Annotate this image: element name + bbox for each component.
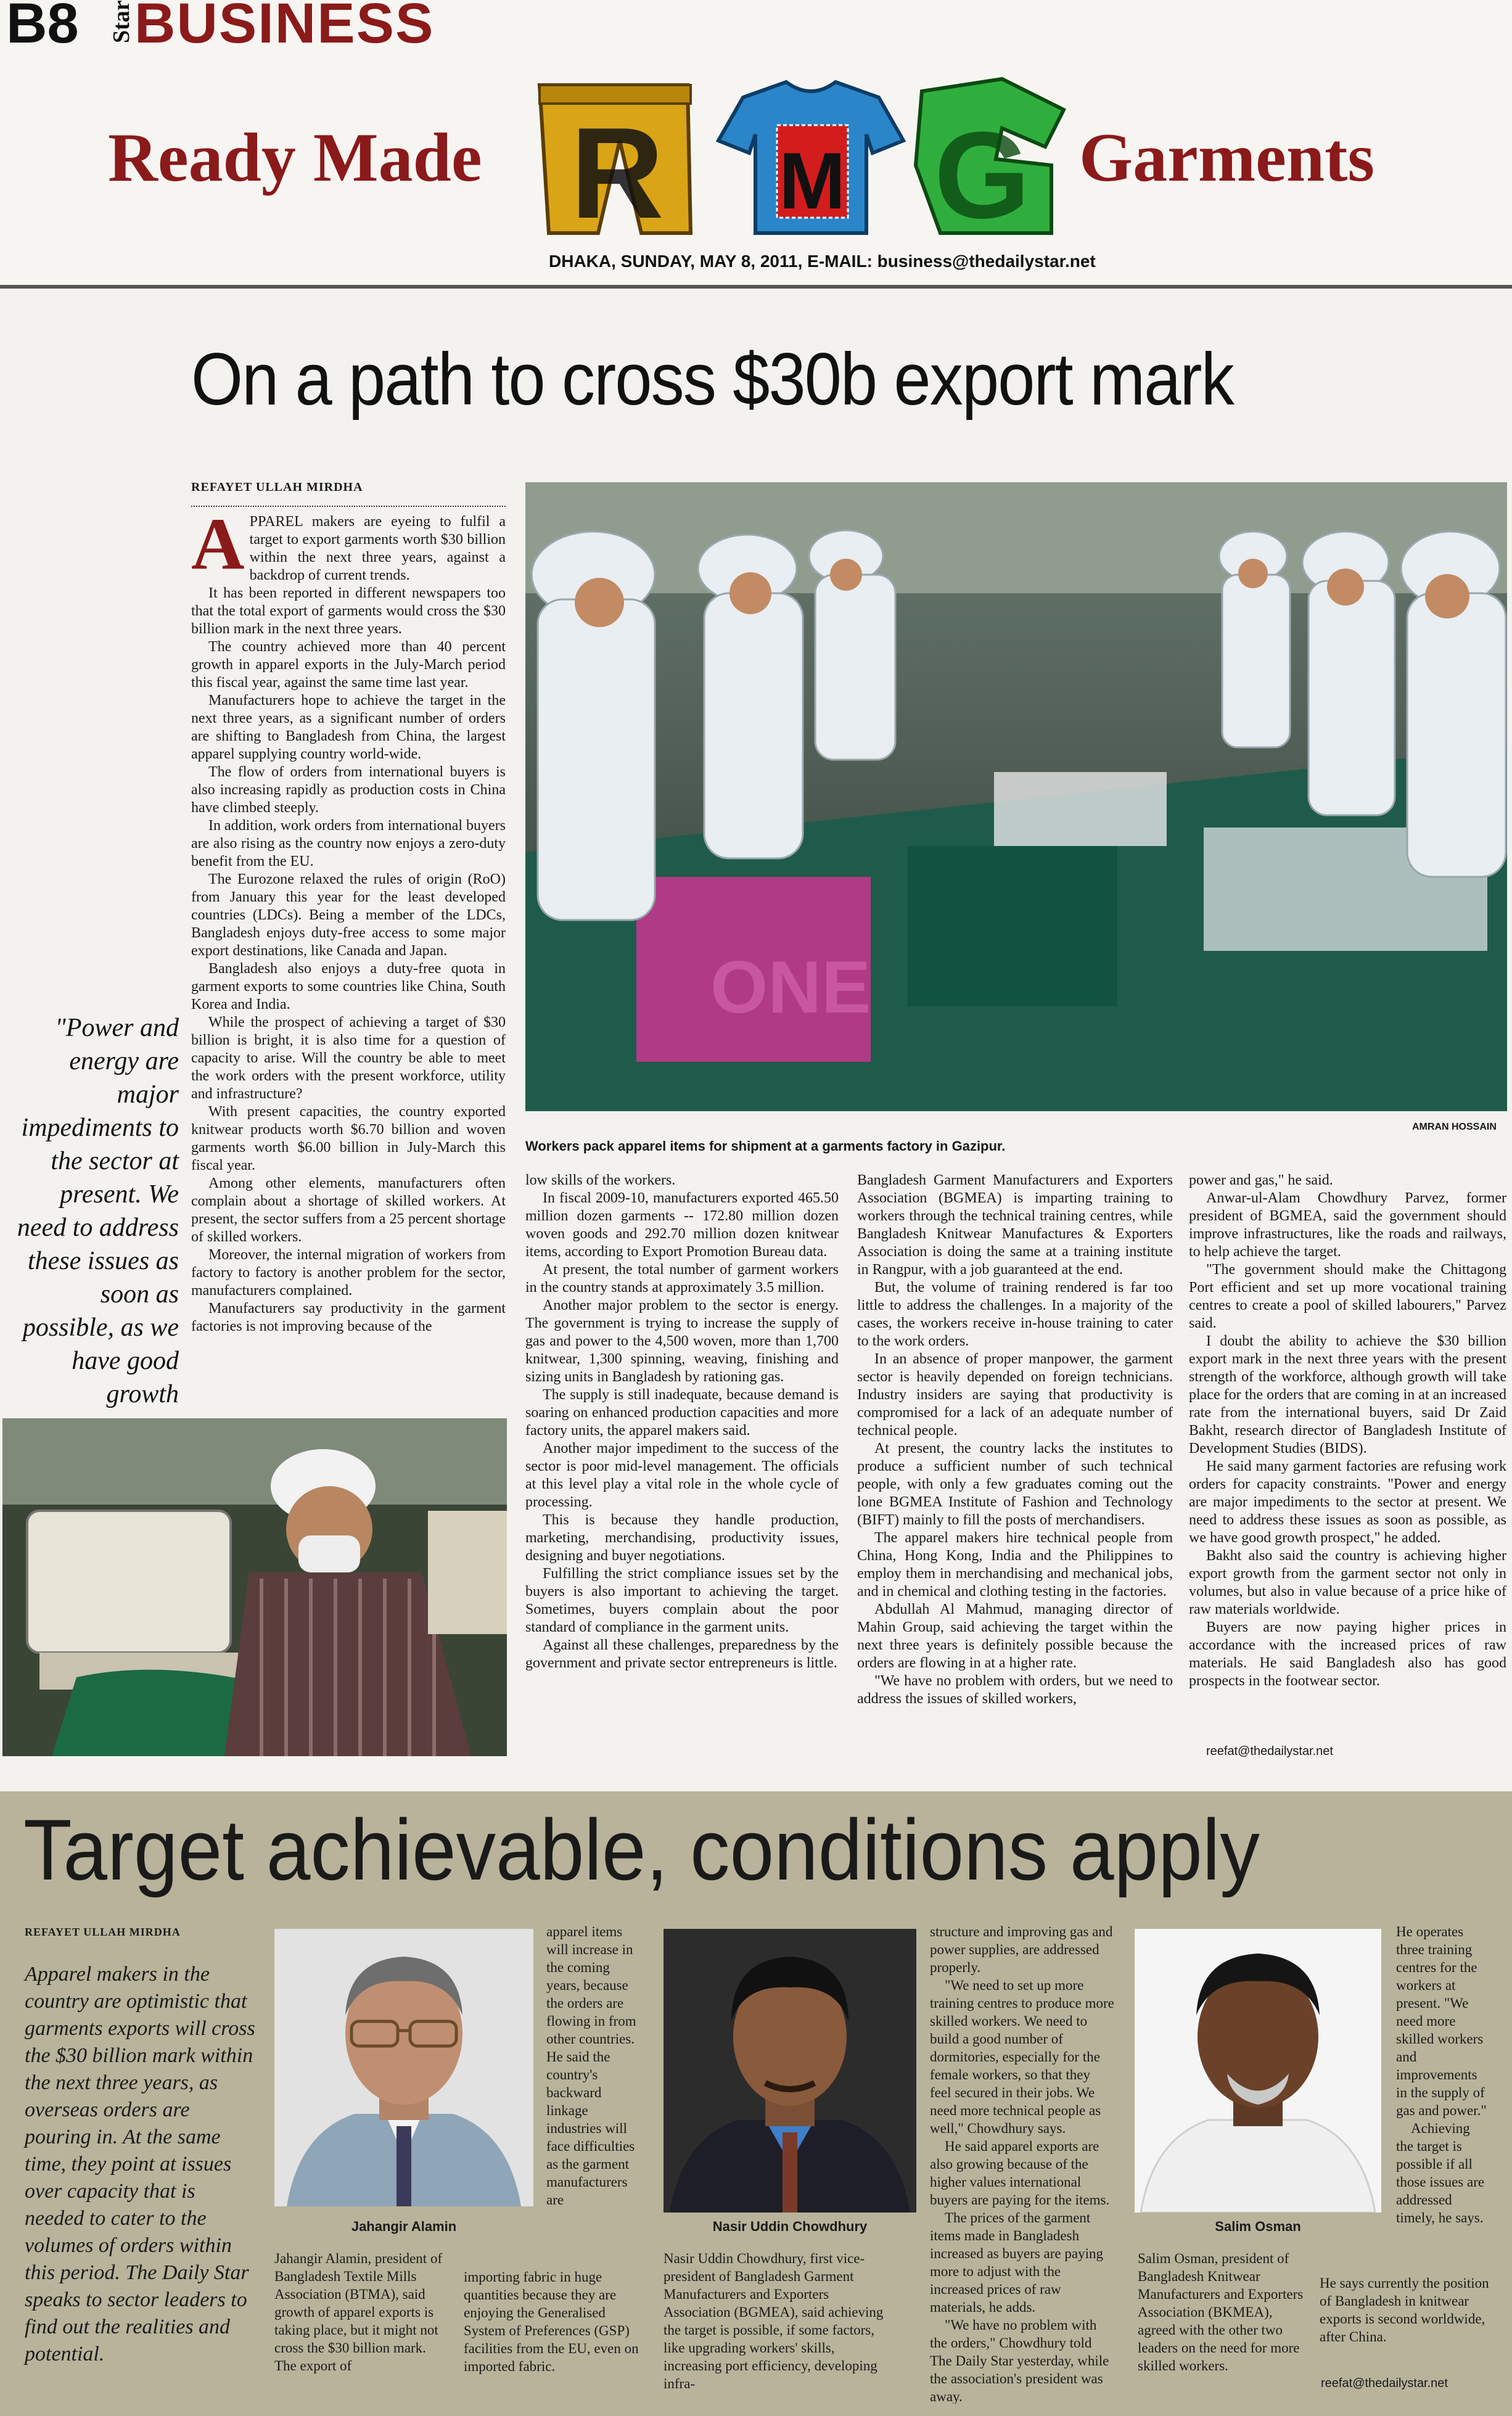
rmg-logo — [533, 73, 1082, 239]
svg-text:ONE: ONE — [710, 946, 871, 1029]
text-salim-1: Salim Osman, president of Bangladesh Knitwear Manufacturers and Exporters Association (BKMEA), agreed with the other two leaders on the need for more skilled workers. — [1138, 2251, 1304, 2373]
text-nasir-1: Nasir Uddin Chowdhury, first vice-president of Bangladesh Garment Manufacturers and Exporters Association (BGMEA), said achieving the target is possible, if some factors, like upgrading workers' skills, increasing port efficiency, developing infra- — [664, 2251, 884, 2391]
star-logo: Star — [109, 0, 134, 43]
text-jahangir-3: importing fabric in huge quantities because they are enjoying the Generalised System of Preferences (GSP) facilities from the EU, even on imported fabric. — [464, 2269, 639, 2374]
name-jahangir-alamin: Jahangir Alamin — [351, 2219, 457, 2234]
portrait-salim-osman — [1135, 1929, 1381, 2213]
page-number: B8 — [6, 0, 79, 55]
name-nasir-uddin-chowdhury: Nasir Uddin Chowdhury — [712, 2219, 868, 2234]
section-title: BUSINESS — [134, 0, 435, 55]
pull-quote: "Power and energy are major impediments to the sector at present. We need to address these issues as soon as possible, as we have good growth — [17, 1014, 179, 1408]
factory-photo — [525, 482, 1507, 1111]
secondary-byline: REFAYET ULLAH MIRDHA — [25, 1926, 181, 1938]
photo-caption: Workers pack apparel items for shipment at a garments factory in Gazipur. — [525, 1138, 1006, 1154]
logo-letter-g: G — [934, 107, 1030, 239]
text-nasir-2: structure and improving gas and power supplies, are addressed properly. "We need to set up more training centres to produce more skilled workers. We need to build a good number of dormitories, especially for the female workers, so that they feel secured in their jobs. We need more technical people as well," Chowdhury says. He said apparel exports are also growing because of the higher values international buyers are paying for the items. The prices of the garment items made in Bangladesh increased as buyers are paying more to adjust with the increased prices of raw materials, he adds. "We have no problem with the orders," Chowdhury told The Daily Star yesterday, while the association's president was away. — [930, 1924, 1114, 2404]
portrait-jahangir-alamin — [274, 1929, 533, 2206]
main-column-4: power and gas," he said. Anwar-ul-Alam Chowdhury Parvez, former president of BGMEA, said the government should improve infrastructures, like the roads and railways, to help achieve the target. "The government should make the Chittagong Port efficient and set up more vocational training centres to create a pool of skilled labourers," Parvez said. I doubt the ability to achieve the $30 billion export mark in the next three years with the present strength of the workforce, although growth will take place for the orders that are coming in at an increased rate from the international buyers, said Dr Zaid Bakht, research director of Bangladesh Institute of Development Studies (BIDS). He said many garment factories are refusing work orders for capacity constraints. "Power and energy are major impediments to the sector at present. We need to address these issues as soon as possible, as we have good growth prospect," he added. Bakht also said the country is achieving higher export growth from the garment sector not only in volumes, but also in value because of a price hike of raw materials worldwide. Buyers are now paying higher prices in accordance with the increased prices of raw materials. He said Bangladesh also has good prospects in the footwear sector. — [1189, 1172, 1506, 1689]
text-salim-3: He says currently the position of Bangladesh in knitwear exports is second worldwide, after China. — [1320, 2275, 1489, 2344]
main-column-2: low skills of the workers. In fiscal 2009-10, manufacturers exported 465.50 million dozen garments -- 172.80 million dozen woven goods and 292.70 million dozen knitwear items, according to Export Promotion Bureau data. At present, the total number of garment workers in the country stands at approximately 3.5 million. Another major problem to the sector is energy. The government is trying to increase the supply of gas and power to the 4,500 woven, more than 1,700 knitwear, 1,300 spinning, weaving, finishing and sizing units in Bangladesh by rationing gas. The supply is still inadequate, because demand is soaring on enhanced production capacities and more factory units, the apparel makers said. Another major impediment to the success of the sector is poor mid-level management. The officials at this level play a vital role in the whole cycle of processing. This is because they handle production, marketing, merchandising, productivity issues, designing and buyer negotiations. Fulfilling the strict compliance issues set by the buyers is also important to achieving the target. Sometimes, buyers complain about the poor standard of compliance in the garment units. Against all these challenges, preparedness by the government and private sector entrepreneurs is little. — [525, 1172, 839, 1671]
logo-letter-m: M — [779, 136, 846, 226]
byline-rule — [191, 506, 506, 507]
sewing-photo — [2, 1418, 507, 1756]
header-rule — [0, 285, 1512, 289]
logo-letter-r: R — [570, 101, 664, 239]
main-email: reefat@thedailystar.net — [1206, 1744, 1333, 1758]
banner-left-text: Ready Made — [108, 120, 482, 196]
dateline: DHAKA, SUNDAY, MAY 8, 2011, E-MAIL: business@thedailystar.net — [549, 252, 1096, 271]
secondary-headline: Target achievable, conditions apply — [23, 1801, 1260, 1898]
secondary-email: reefat@thedailystar.net — [1321, 2377, 1448, 2390]
text-jahangir-1: Jahangir Alamin, president of Bangladesh Textile Mills Association (BTMA), said growth of apparel exports is taking place, but it might not cross the $30 billion mark. The export of — [274, 2251, 443, 2373]
text-jahangir-2: apparel items will increase in the coming years, because the orders are flowing in from other countries. He said the country's backward linkage industries will face difficulties as the garment manufacturers are — [546, 1924, 636, 2208]
secondary-intro: Apparel makers in the country are optimistic that garments exports will cross the $30 billion mark within the next three years, as overseas orders are pouring in. At the same time, they point at issues over capacity that is needed to cater to the volumes of orders within this period. The Daily Star speaks to sector leaders to find out the realities and potential. — [25, 1963, 255, 2365]
drop-cap: A — [191, 513, 245, 585]
main-column-1: APPAREL makers are eyeing to fulfil a target to export garments worth $30 billion within the next three years, against a backdrop of current trends. It has been reported in different newspapers too that the total export of garments would cross the $30 billion mark in the next three years. The country achieved more than 40 percent growth in apparel exports in the July-March period this fiscal year, against the same time last year. Manufacturers hope to achieve the target in the next three years, as a significant number of orders are shifting to Bangladesh from China, the largest apparel supplying country world-wide. The flow of orders from international buyers is also increasing rapidly as production costs in China have climbed steeply. In addition, work orders from international buyers are also rising as the country now enjoys a zero-duty benefit from the EU. The Eurozone relaxed the rules of origin (RoO) from January this year for the least developed countries (LDCs). Being a member of the LDCs, Bangladesh enjoys duty-free access to some major export destinations, like Canada and Japan. Bangladesh also enjoys a duty-free quota in garment exports to some countries like China, South Korea and India. While the prospect of achieving a target of $30 billion is bright, it is also time for a question of capacity to arise. Will the country be able to meet the work orders with the present workforce, utility and infrastructure? With present capacities, the country exported knitwear products worth $6.70 billion and woven garments worth $6.00 billion in July-March this fiscal year. Among other elements, manufacturers often complain about a shortage of skilled workers. At present, the sector suffers from a 25 percent shortage of skilled workers. Moreover, the internal migration of workers from factory to factory is another problem for the sector, manufacturers complained. Manufacturers say productivity in the garment factories is not improving because of the — [191, 513, 506, 1334]
text-salim-2: He operates three training centres for the workers at present. "We need more skilled workers and improvements in the supply of gas and power." Achieving the target is possible if all those issues are addressed timely, he says. — [1396, 1924, 1487, 2225]
photo-credit: AMRAN HOSSAIN — [1412, 1122, 1497, 1132]
main-column-3: Bangladesh Garment Manufacturers and Exporters Association (BGMEA) is imparting training to workers through the technical training centres, while Bangladesh Knitwear Manufactures & Exporters Association is doing the same at a training institute in Rangpur, with a job guaranteed at the end. But, the volume of training rendered is far too little to address the challenges. In a majority of the cases, the workers receive in-house training to cater to the work orders. In an absence of proper manpower, the garment sector is heavily depended on foreign technicians. Industry insiders are saying that productivity is compromised for a lack of an adequate number of technical people. At present, the country lacks the institutes to produce a sufficient number of such technical people, with only a few graduates coming out the lone BGMEA Institute of Fashion and Technology (BIFT) mainly to fill the posts of merchandisers. The apparel makers hire technical people from China, Hong Kong, India and the Philippines to employ them in merchandising and mechanical jobs, and in chemical and clothing testing in the factories. Abdullah Al Mahmud, managing director of Mahin Group, said achieving the target within the next three years is definitely possible because the orders are flowing in at a higher rate. "We have no problem with orders, but we need to address the issues of skilled workers, — [857, 1172, 1173, 1707]
main-byline: REFAYET ULLAH MIRDHA — [191, 480, 363, 494]
name-salim-osman: Salim Osman — [1215, 2219, 1301, 2234]
main-headline: On a path to cross $30b export mark — [191, 338, 1233, 421]
banner-right-text: Garments — [1079, 120, 1375, 196]
portrait-nasir-uddin-chowdhury — [664, 1929, 916, 2213]
